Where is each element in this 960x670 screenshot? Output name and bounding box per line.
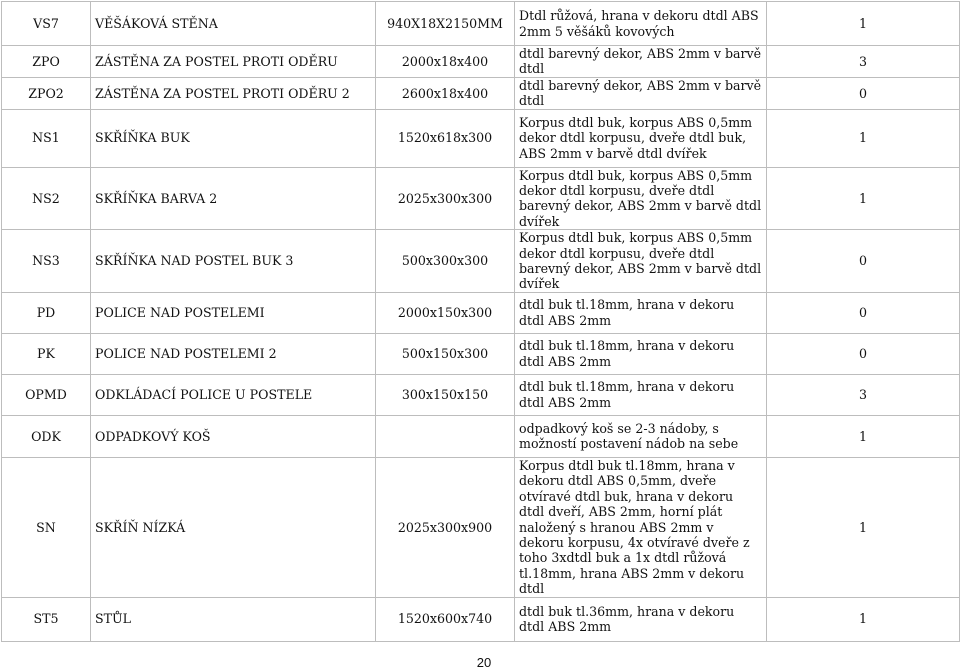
item-quantity: 3: [767, 374, 960, 415]
item-quantity: 0: [767, 292, 960, 333]
item-code: VS7: [2, 2, 91, 46]
item-quantity: 3: [767, 46, 960, 78]
item-quantity: 1: [767, 167, 960, 230]
item-description: Korpus dtdl buk tl.18mm, hrana v dekoru dtdl ABS 0,5mm, dveře otvíravé dtdl buk, hrana v dekoru dtdl dveří, ABS 2mm, horní plát naložený s hranou ABS 2mm v dekoru korpusu, 4x otvíravé dveře z toho 3xdtdl buk a 1x dtdl růžová tl.18mm, hrana ABS 2mm v dekoru dtdl: [515, 457, 767, 597]
item-code: OPMD: [2, 374, 91, 415]
page-number: 20: [476, 655, 492, 670]
item-name: ODKLÁDACÍ POLICE U POSTELE: [91, 374, 376, 415]
table-row: [2, 46, 960, 78]
item-dimensions: 300x150x150: [401, 387, 489, 403]
item-name: VĚŠÁKOVÁ STĚNA: [91, 2, 376, 46]
item-name: POLICE NAD POSTELEMI 2: [91, 333, 376, 374]
item-quantity: 1: [767, 109, 960, 167]
table-row: [2, 374, 960, 415]
item-dimensions: 2025x300x900: [397, 519, 493, 535]
item-name: POLICE NAD POSTELEMI: [91, 292, 376, 333]
item-description: Dtdl růžová, hrana v dekoru dtdl ABS 2mm 5 věšáků kovových: [515, 2, 767, 46]
item-description: Korpus dtdl buk, korpus ABS 0,5mm dekor dtdl korpusu, dveře dtdl buk, ABS 2mm v barvě dtdl dvířek: [515, 109, 767, 167]
item-code: ODK: [2, 415, 91, 457]
item-quantity: 0: [767, 333, 960, 374]
item-name: SKŘÍŇKA BUK: [91, 109, 376, 167]
item-name: SKŘÍŇKA NAD POSTEL BUK 3: [91, 230, 376, 293]
specification-table: [1, 1, 960, 642]
table-row: [2, 109, 960, 167]
item-code: PD: [2, 292, 91, 333]
item-dimensions: 2025x300x300: [397, 190, 493, 206]
table-row: [2, 415, 960, 457]
item-description: odpadkový koš se 2-3 nádoby, s možností postavení nádob na sebe: [515, 415, 767, 457]
item-dimensions: 500x150x300: [401, 346, 489, 362]
item-description: dtdl buk tl.18mm, hrana v dekoru dtdl ABS 2mm: [515, 333, 767, 374]
item-code: NS2: [2, 167, 91, 230]
item-code: NS1: [2, 109, 91, 167]
item-description: Korpus dtdl buk, korpus ABS 0,5mm dekor dtdl korpusu, dveře dtdl barevný dekor, ABS 2mm v barvě dtdl dvířek: [515, 167, 767, 230]
item-code: SN: [2, 457, 91, 597]
item-quantity: 1: [767, 597, 960, 641]
item-code: NS3: [2, 230, 91, 293]
item-code: ZPO: [2, 46, 91, 78]
item-description: dtdl buk tl.36mm, hrana v dekoru dtdl ABS 2mm: [515, 597, 767, 641]
table-row: [2, 333, 960, 374]
item-code: PK: [2, 333, 91, 374]
table-row: [2, 2, 960, 46]
table-row: [2, 77, 960, 109]
item-description: dtdl buk tl.18mm, hrana v dekoru dtdl ABS 2mm: [515, 292, 767, 333]
item-dimensions: 500x300x300: [401, 253, 489, 269]
item-description: dtdl barevný dekor, ABS 2mm v barvě dtdl: [515, 77, 767, 109]
item-quantity: 0: [767, 230, 960, 293]
item-description: dtdl barevný dekor, ABS 2mm v barvě dtdl: [515, 46, 767, 78]
item-quantity: 1: [767, 2, 960, 46]
table-row: [2, 230, 960, 293]
item-name: ZÁSTĚNA ZA POSTEL PROTI ODĚRU 2: [91, 77, 376, 109]
item-dimensions: 1520x618x300: [397, 130, 493, 146]
item-description: Korpus dtdl buk, korpus ABS 0,5mm dekor dtdl korpusu, dveře dtdl barevný dekor, ABS 2mm v barvě dtdl dvířek: [515, 230, 767, 293]
item-dimensions: 1520x600x740: [397, 611, 493, 627]
item-dimensions: 940X18X2150MM: [387, 15, 503, 31]
table-row: [2, 597, 960, 641]
item-quantity: 1: [767, 415, 960, 457]
item-dimensions: 2600x18x400: [401, 85, 489, 101]
item-description: dtdl buk tl.18mm, hrana v dekoru dtdl ABS 2mm: [515, 374, 767, 415]
item-code: ZPO2: [2, 77, 91, 109]
item-quantity: 1: [767, 457, 960, 597]
item-quantity: 0: [767, 77, 960, 109]
item-name: ODPADKOVÝ KOŠ: [91, 415, 376, 457]
item-dimensions: 2000x18x400: [401, 53, 489, 69]
item-name: SKŘÍŇKA BARVA 2: [91, 167, 376, 230]
table-row: [2, 457, 960, 597]
item-name: ZÁSTĚNA ZA POSTEL PROTI ODĚRU: [91, 46, 376, 78]
table-row: [2, 167, 960, 230]
item-name: STŮL: [91, 597, 376, 641]
item-dimensions: 2000x150x300: [397, 305, 493, 321]
table-row: [2, 292, 960, 333]
item-name: SKŘÍŇ NÍZKÁ: [91, 457, 376, 597]
item-code: ST5: [2, 597, 91, 641]
